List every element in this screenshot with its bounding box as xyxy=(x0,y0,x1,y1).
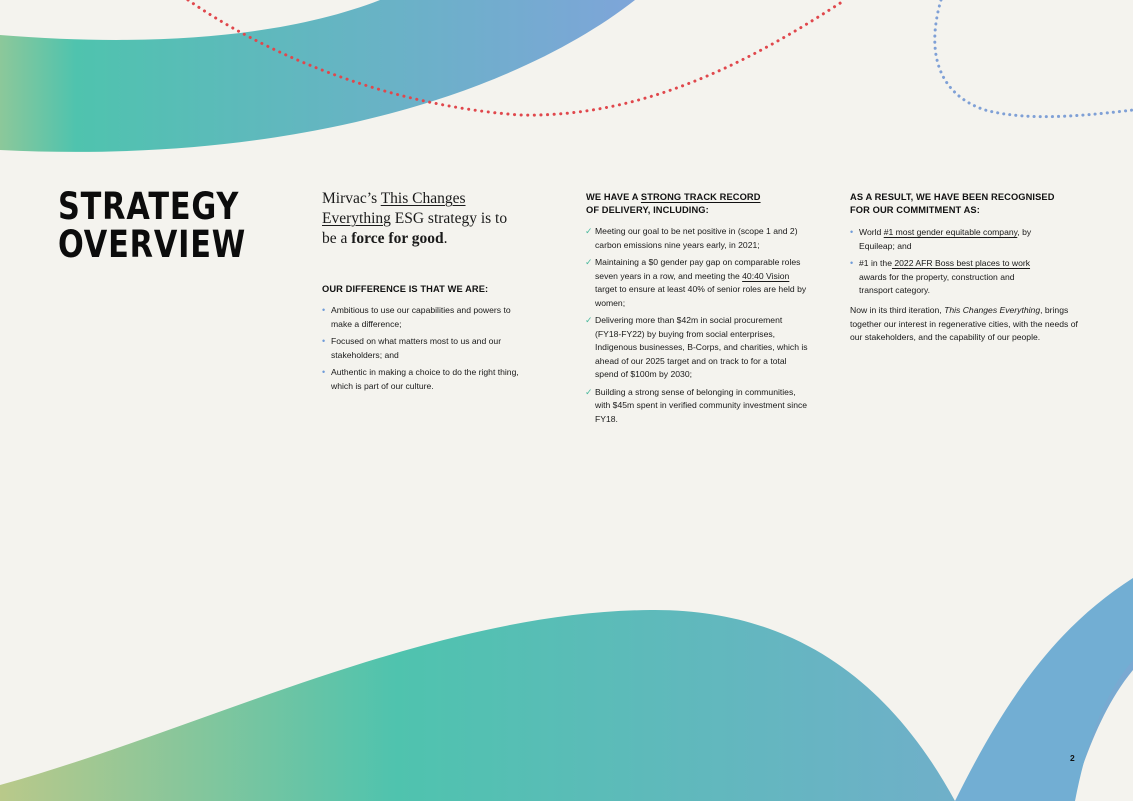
check-icon: ✓ xyxy=(585,386,593,397)
bullet-icon: • xyxy=(850,227,854,237)
check-icon: ✓ xyxy=(585,257,593,267)
track-record-list xyxy=(586,225,808,430)
title-line-2: OVERVIEW xyxy=(58,223,247,266)
page-number: 2 xyxy=(1070,753,1075,763)
strategy-link[interactable]: This Changes Everything xyxy=(322,190,466,227)
recognition-paragraph: Now in its third iteration, This Changes Everything, brings together our interest in regenerative cities, with the needs of our stakeholders, and the capability of our people. xyxy=(850,305,1078,342)
difference-list xyxy=(322,304,522,397)
list-item: • #1 in the 2022 AFR Boss best places to work awards for the property, construction and transport category. xyxy=(850,258,1031,295)
list-item: ✓ Meeting our goal to be net positive in (scope 1 and 2) carbon emissions nine years early, in 2021; xyxy=(585,226,798,250)
difference-heading: OUR DIFFERENCE IS THAT WE ARE: xyxy=(322,284,489,294)
intro-suffix: . xyxy=(443,230,448,247)
list-item: ✓ Maintaining a $0 gender pay gap on comparable roles seven years in a row, and meeting the 40:40 Vision target to ensure at least 40% of senior roles are held by women; xyxy=(585,257,807,308)
vision-link[interactable]: 40:40 Vision xyxy=(742,270,790,281)
page-title xyxy=(58,185,247,266)
bullet-icon: • xyxy=(322,367,326,377)
list-item: • Focused on what matters most to us and our stakeholders; and xyxy=(322,336,502,360)
list-item: • Ambitious to use our capabilities and powers to make a difference; xyxy=(322,305,511,329)
check-icon: ✓ xyxy=(585,226,593,236)
list-item: ✓ Delivering more than $42m in social procurement (FY18-FY22) by buying from social enterprises, Indigenous businesses, B-Corps, and charities, which is ahead of our 2025 target and on track to for a total spend of $100m by 2030; xyxy=(585,315,808,379)
bottom-ribbon xyxy=(0,580,1133,801)
blue-dotted-curve xyxy=(935,0,1133,117)
track-record-link[interactable]: STRONG TRACK RECORD xyxy=(640,192,761,202)
title-line-1: STRATEGY xyxy=(58,185,240,228)
bottom-ribbon-right xyxy=(955,578,1133,801)
check-icon: ✓ xyxy=(585,315,593,325)
bullet-icon: • xyxy=(850,258,854,268)
recognition-heading: AS A RESULT, WE HAVE BEEN RECOGNISED FOR OUR COMMITMENT AS: xyxy=(850,192,1055,215)
top-ribbon xyxy=(0,0,635,152)
recognition-list xyxy=(850,226,1050,302)
list-item: • World #1 most gender equitable company, by Equileap; and xyxy=(850,227,1032,251)
afr-boss-link[interactable]: 2022 AFR Boss best places to work xyxy=(891,258,1031,268)
intro-emphasis: force for good xyxy=(351,230,444,247)
bullet-icon: • xyxy=(322,336,326,346)
bullet-icon: • xyxy=(322,305,326,315)
list-item: • Authentic in making a choice to do the right thing, which is part of our culture. xyxy=(322,367,519,391)
track-record-heading: WE HAVE A STRONG TRACK RECORD OF DELIVERY, INCLUDING: xyxy=(586,192,761,215)
intro-statement xyxy=(322,189,522,249)
intro-middle: ESG strategy is to be a xyxy=(322,210,508,247)
intro-prefix: Mirvac’s xyxy=(322,190,381,207)
equileap-link[interactable]: #1 most gender equitable company xyxy=(883,227,1018,237)
list-item: ✓ Building a strong sense of belonging in communities, with $45m spent in verified community investment since FY18. xyxy=(585,386,808,424)
